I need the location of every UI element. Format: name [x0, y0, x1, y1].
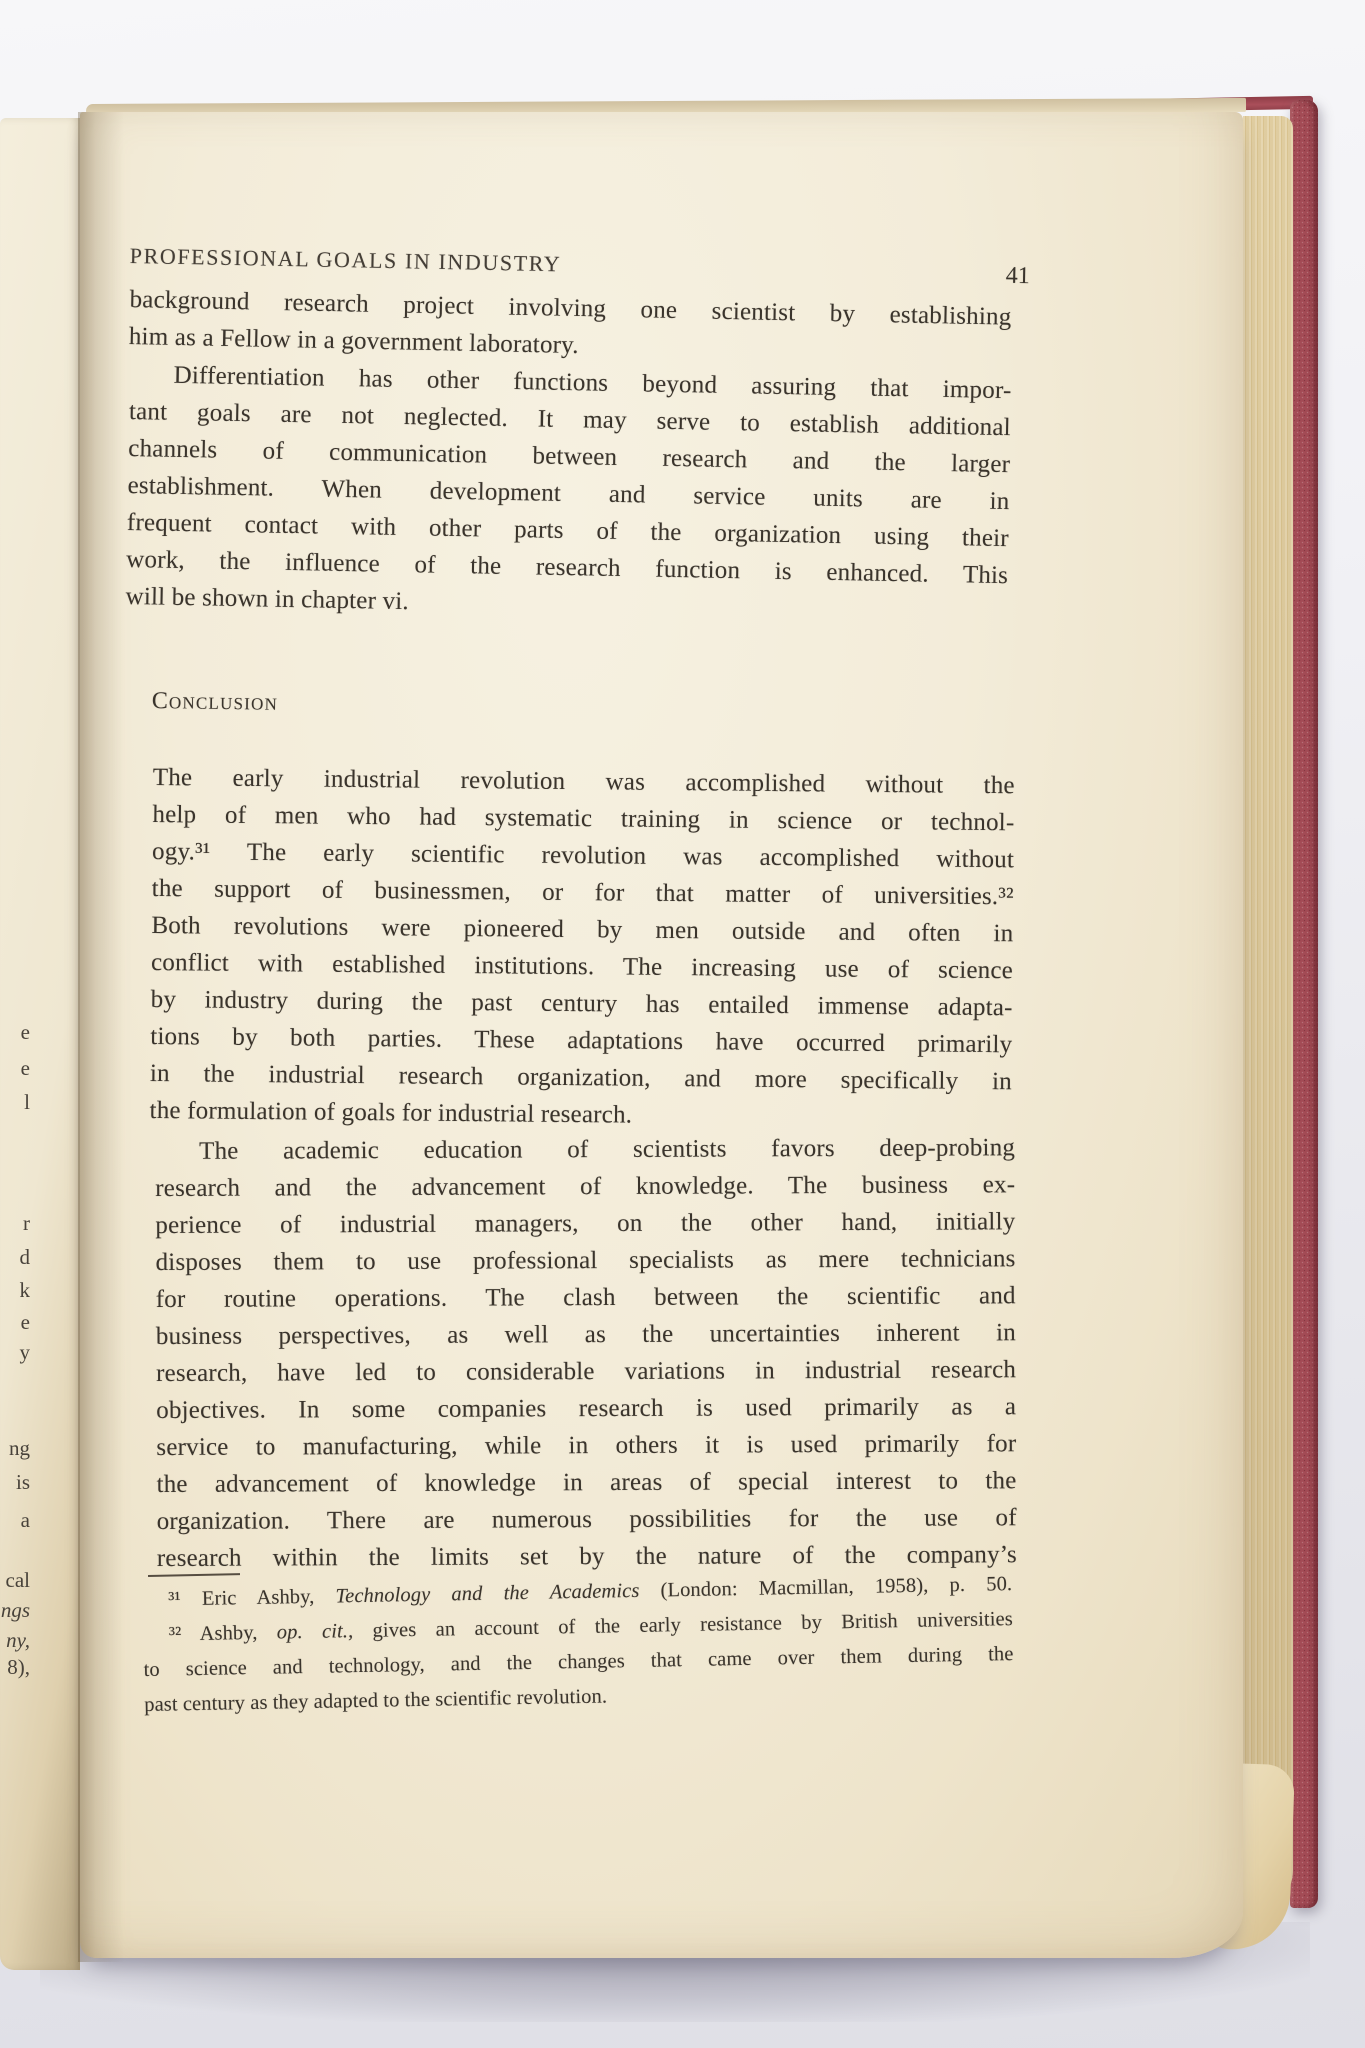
footnote-31-text: ³¹ Eric Ashby, — [168, 1585, 336, 1611]
text-line: background research project involving one scientist by establishing — [129, 285, 1012, 331]
text-line: by industry during the past century has entailed immense adapta- — [150, 985, 1013, 1022]
left-page-text-fragment: ng — [9, 1436, 30, 1460]
text-line: Differentiation has other functions beyond assuring that impor- — [173, 361, 1012, 405]
footnote-32-line: past century as they adapted to the scientific revolution. — [144, 1685, 608, 1716]
body-paragraph — [125, 356, 1012, 631]
left-page-text-fragment: e — [20, 1020, 30, 1044]
text-line: frequent contact with other parts of the organization using their — [126, 508, 1010, 553]
footnote-31-italic-title: Technology and the Academics — [335, 1579, 640, 1608]
page-block-fore-edge — [1243, 116, 1293, 1914]
text-line: will be shown in chapter vi. — [125, 582, 410, 616]
text-line: ogy.³¹ The early scientific revolution was accomplished without — [151, 837, 1015, 874]
footnote-32-text: ³² Ashby, — [168, 1621, 278, 1646]
book-page — [80, 112, 1243, 1958]
left-page-text-fragment: l — [24, 1090, 30, 1114]
text-line: conflict with established institutions. The increasing use of science — [150, 948, 1014, 985]
text-line: help of men who had systematic training in science or technol- — [152, 800, 1015, 837]
text-line: in the industrial research organization, and more specifically in — [149, 1059, 1013, 1096]
text-line: establishment. When development and service units are in — [127, 471, 1010, 516]
text-line: research within the limits set by the nature of the company’s — [156, 1541, 1017, 1572]
left-page-text-fragment: y — [19, 1340, 30, 1364]
text-line: for routine operations. The clash between the scientific and — [155, 1282, 1016, 1313]
footnote-32-text: gives an account of the early resistance by British universities — [353, 1608, 1013, 1643]
text-line: tant goals are not neglected. It may serve to establish additional — [128, 397, 1012, 442]
text-line: perience of industrial managers, on the other hand, initially — [155, 1208, 1016, 1239]
left-page-text-fragment: cal — [5, 1568, 30, 1592]
text-line: the advancement of knowledge in areas of special interest to the — [156, 1467, 1017, 1498]
text-line: business perspectives, as well as the uncertainties inherent in — [155, 1319, 1016, 1350]
section-heading: Conclusion — [151, 688, 279, 716]
body-paragraph — [155, 1129, 1017, 1577]
text-line: organization. There are numerous possibilities for the use of — [156, 1504, 1017, 1535]
text-line: The early industrial revolution was accomplished without the — [152, 763, 1015, 800]
text-line: the support of businessmen, or for that matter of universities.³² — [151, 874, 1014, 911]
text-line: channels of communication between research and the larger — [128, 434, 1011, 479]
left-page-text-fragment: ngs — [0, 1598, 30, 1622]
footnote-32-italic: op. cit., — [276, 1620, 354, 1644]
page-number: 41 — [1005, 262, 1030, 290]
left-page-text-fragment: ny, — [6, 1628, 30, 1652]
text-line: research, have led to considerable variations in industrial research — [155, 1356, 1017, 1387]
left-page-text-fragment: a — [20, 1508, 30, 1532]
text-line: the formulation of goals for industrial research. — [149, 1096, 633, 1129]
left-page-text-fragment: 8), — [7, 1655, 30, 1679]
text-line: work, the influence of the research function is enhanced. This — [126, 545, 1009, 590]
text-line: tions by both parties. These adaptations have occurred primarily — [150, 1022, 1013, 1059]
left-page-text-fragment: r — [23, 1211, 30, 1235]
text-line: service to manufacturing, while in others it is used primarily for — [156, 1430, 1017, 1461]
footnote-32-line: to science and technology, and the changes that came over them during the — [143, 1643, 1014, 1681]
text-line: research and the advancement of knowledge. The business ex- — [155, 1171, 1016, 1202]
body-paragraph — [149, 759, 1015, 1137]
left-page-text-fragment: k — [19, 1278, 30, 1302]
text-line: The academic education of scientists favors deep-probing — [199, 1134, 1016, 1165]
left-page-edge — [0, 118, 80, 1970]
text-line: disposes them to use professional specialists as mere technicians — [155, 1245, 1016, 1276]
text-line: him as a Fellow in a government laboratory. — [128, 322, 579, 360]
running-title: PROFESSIONAL GOALS IN INDUSTRY — [129, 243, 562, 277]
book-cover — [1290, 100, 1318, 1908]
text-line: objectives. In some companies research is used primarily as a — [156, 1393, 1017, 1424]
footnotes — [142, 1567, 1014, 1723]
left-page-text-fragment: e — [20, 1310, 30, 1334]
left-page-text-fragment: d — [19, 1245, 30, 1269]
left-page-text-fragment: is — [15, 1470, 30, 1494]
left-page-text-fragment: e — [20, 1056, 30, 1080]
footnote-31-text: (London: Macmillan, 1958), p. 50. — [639, 1573, 1013, 1602]
text-line: Both revolutions were pioneered by men outside and often in — [151, 911, 1014, 948]
